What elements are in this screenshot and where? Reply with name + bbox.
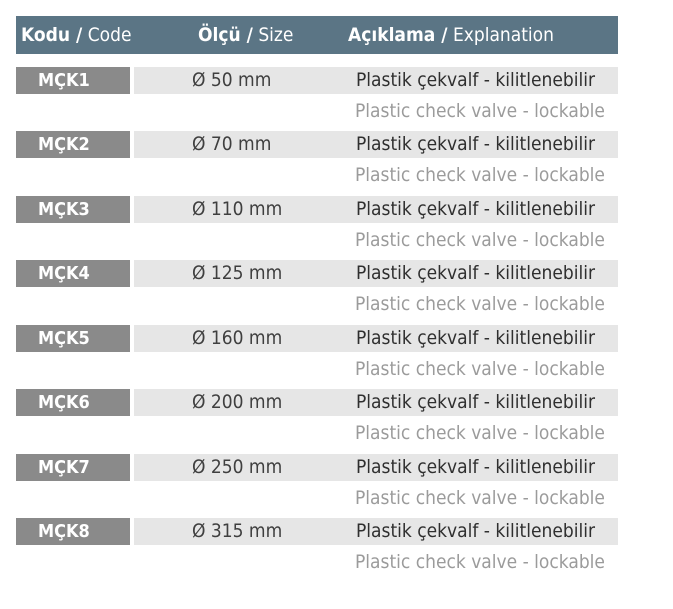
product-code: MÇK7	[16, 454, 130, 481]
description-en: Plastic check valve - lockable	[355, 100, 605, 122]
description-tr: Plastik çekvalf - kilitlenebilir	[356, 133, 596, 155]
header-code-bold: Kodu /	[21, 24, 83, 46]
header-size	[198, 16, 293, 54]
description-tr: Plastik çekvalf - kilitlenebilir	[356, 327, 596, 349]
product-code: MÇK5	[16, 325, 130, 352]
description-tr: Plastik çekvalf - kilitlenebilir	[356, 391, 596, 413]
header-explanation-bold: Açıklama /	[348, 24, 448, 46]
product-size: Ø 200 mm	[192, 391, 283, 413]
table-row	[16, 389, 618, 453]
description-tr: Plastik çekvalf - kilitlenebilir	[356, 456, 596, 478]
table-row	[16, 325, 618, 389]
description-tr: Plastik çekvalf - kilitlenebilir	[356, 198, 596, 220]
table-row	[16, 67, 618, 131]
product-code: MÇK4	[16, 260, 130, 287]
description-tr: Plastik çekvalf - kilitlenebilir	[356, 520, 596, 542]
header-code	[21, 16, 131, 54]
table-row	[16, 196, 618, 260]
description-en: Plastic check valve - lockable	[355, 358, 605, 380]
description-en: Plastic check valve - lockable	[355, 551, 605, 573]
product-size: Ø 250 mm	[192, 456, 283, 478]
table-row	[16, 260, 618, 324]
product-code: MÇK6	[16, 389, 130, 416]
description-tr: Plastik çekvalf - kilitlenebilir	[356, 69, 596, 91]
description-en: Plastic check valve - lockable	[355, 164, 605, 186]
description-en: Plastic check valve - lockable	[355, 229, 605, 251]
table-row	[16, 518, 618, 582]
header-size-bold: Ölçü /	[198, 24, 253, 46]
product-code: MÇK1	[16, 67, 130, 94]
header-explanation-light: Explanation	[452, 24, 554, 46]
product-size: Ø 160 mm	[192, 327, 283, 349]
product-size: Ø 50 mm	[192, 69, 272, 91]
header-code-light: Code	[87, 24, 132, 46]
description-tr: Plastik çekvalf - kilitlenebilir	[356, 262, 596, 284]
product-size: Ø 70 mm	[192, 133, 272, 155]
description-en: Plastic check valve - lockable	[355, 293, 605, 315]
description-en: Plastic check valve - lockable	[355, 422, 605, 444]
product-size: Ø 125 mm	[192, 262, 283, 284]
product-code: MÇK8	[16, 518, 130, 545]
product-code: MÇK3	[16, 196, 130, 223]
header-explanation	[348, 16, 554, 54]
product-code: MÇK2	[16, 131, 130, 158]
header-size-light: Size	[258, 24, 294, 46]
table-row	[16, 131, 618, 195]
table-header	[16, 16, 618, 54]
product-size: Ø 315 mm	[192, 520, 283, 542]
product-size: Ø 110 mm	[192, 198, 283, 220]
table-row	[16, 454, 618, 518]
description-en: Plastic check valve - lockable	[355, 487, 605, 509]
